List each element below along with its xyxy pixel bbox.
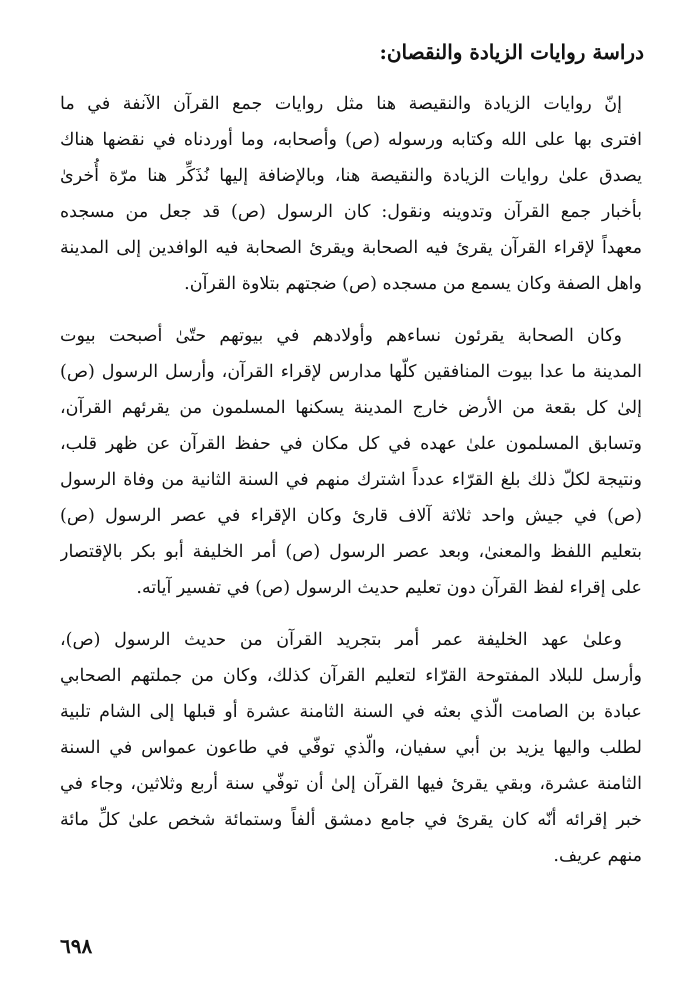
paragraph-3-line-5: الثامنة عشرة، وبقي يقرئ فيها القرآن إلىٰ أن توفّي سنة أربع وثلاثين، وجاء في — [60, 774, 642, 794]
section-heading: دراسة روايات الزيادة والنقصان: — [379, 40, 644, 64]
paragraph-2-line-1: وكان الصحابة يقرئون نساءهم وأولادهم في بيوتهم حتّىٰ أصبحت بيوت — [60, 326, 622, 346]
paragraph-2-line-7: بتعليم اللفظ والمعنىٰ، وبعد عصر الرسول (ص) أمر الخليفة أبو بكر بالإقتصار — [60, 542, 642, 562]
paragraph-3-line-1: وعلىٰ عهد الخليفة عمر أمر بتجريد القرآن من حديث الرسول (ص)، — [60, 630, 622, 650]
paragraph-3-line-4: لطلب واليها يزيد بن أبي سفيان، والّذي توفّي في طاعون عمواس في السنة — [60, 738, 642, 758]
paragraph-1-line-4: بأخبار جمع القرآن وتدوينه ونقول: كان الرسول (ص) قد جعل من مسجده — [60, 202, 642, 222]
paragraph-3-line-6: خبر إقرائه أنّه كان يقرئ في جامع دمشق ألفاً وستمائة شخص علىٰ كلِّ مائة — [60, 810, 642, 830]
paragraph-1-line-6: واهل الصفة وكان يسمع من مسجده (ص) ضجتهم بتلاوة القرآن. — [184, 274, 642, 294]
paragraph-1-line-5: معهداً لإقراء القرآن يقرئ فيه الصحابة ويقرئ الصحابة فيه الوافدين إلى المدينة — [60, 238, 642, 258]
paragraph-2-line-6: (ص) في جيش واحد ثلاثة آلاف قارئ وكان الإقراء في عصر الرسول (ص) — [60, 506, 642, 526]
paragraph-3-line-7: منهم عريف. — [553, 846, 642, 866]
paragraph-2-line-3: إلىٰ كل بقعة من الأرض خارج المدينة يسكنها المسلمون من يقرئهم القرآن، — [60, 398, 642, 418]
paragraph-2-line-5: ونتيجة لكلّ ذلك بلغ القرّاء عدداً اشترك منهم في السنة الثانية من وفاة الرسول — [60, 470, 642, 490]
paragraph-2-line-2: المدينة ما عدا بيوت المنافقين كلّها مدارس لإقراء القرآن، وأرسل الرسول (ص) — [60, 362, 642, 382]
paragraph-1-line-3: يصدق علىٰ روايات الزيادة والنقيصة هنا، وبالإضافة إليها نُذَكِّر هنا مرّة أُخرىٰ — [60, 166, 642, 186]
paragraph-1-line-2: افترى بها على الله وكتابه ورسوله (ص) وأصحابه، وما أوردناه في نقضها هناك — [60, 130, 642, 150]
paragraph-2-line-4: وتسابق المسلمون علىٰ عهده في كل مكان في حفظ القرآن عن ظهر قلب، — [60, 434, 642, 454]
paragraph-1-line-1: إنّ روايات الزيادة والنقيصة هنا مثل روايات جمع القرآن الآنفة في ما — [60, 94, 622, 114]
paragraph-3-line-2: وأرسل للبلاد المفتوحة القرّاء لتعليم القرآن كذلك، وكان من جملتهم الصحابي — [60, 666, 642, 686]
paragraph-3-line-3: عبادة بن الصامت الّذي بعثه في السنة الثامنة عشرة أو قبلها إلى الشام تلبية — [60, 702, 642, 722]
paragraph-2-line-8: على إقراء لفظ القرآن دون تعليم حديث الرسول (ص) في تفسير آياته. — [136, 578, 642, 598]
page-number: ٦٩٨ — [60, 934, 93, 958]
